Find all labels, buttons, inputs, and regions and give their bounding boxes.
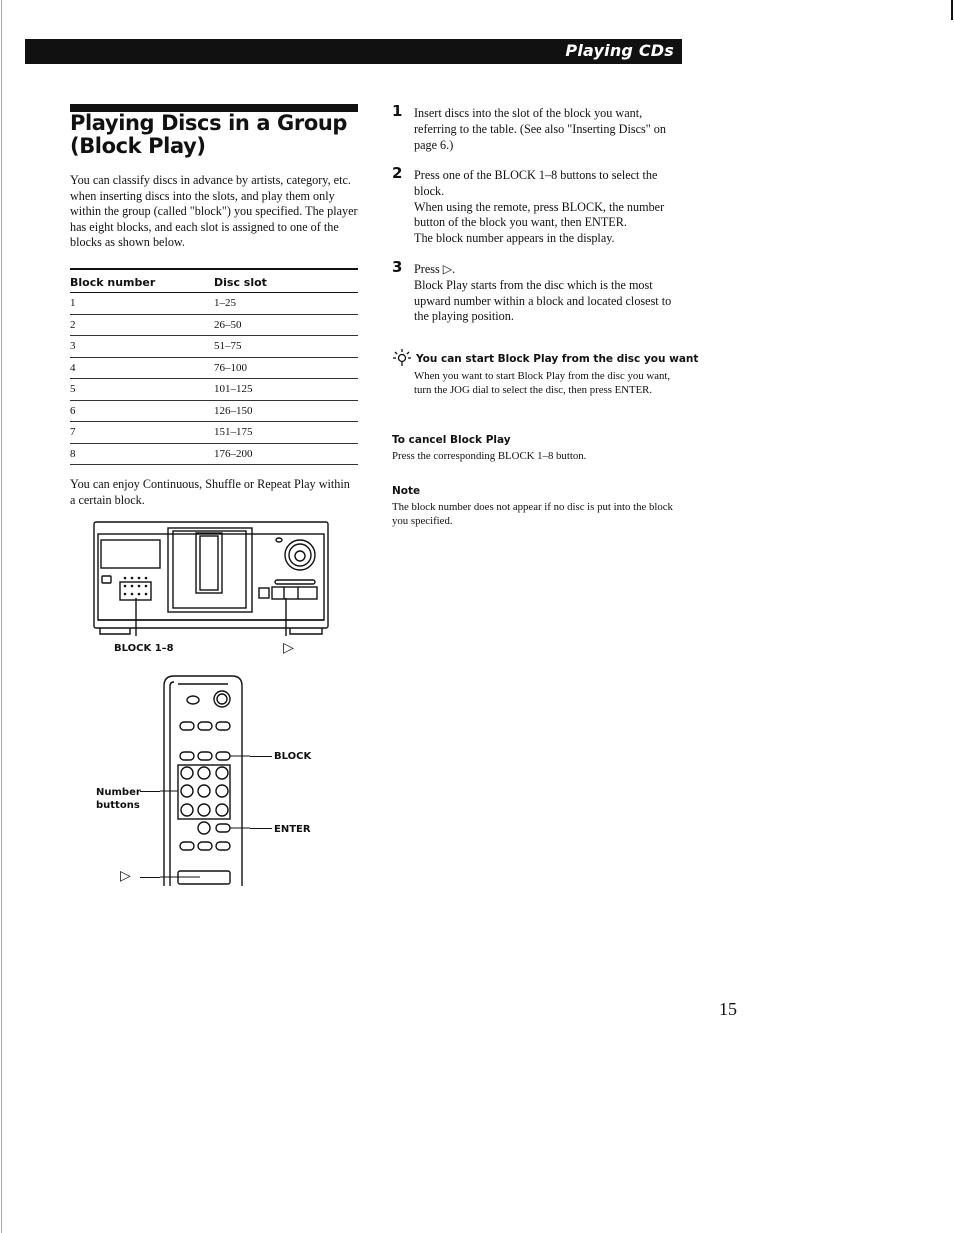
tip-heading: You can start Block Play from the disc you want (416, 353, 699, 365)
remote-play-symbol: ▷ (120, 869, 131, 884)
number-buttons-line1: Number (96, 787, 141, 798)
column-header-block-number: Block number (70, 269, 214, 293)
step-3-line2: Block Play starts from the disc which is the most upward number within a block and located closest to the playing position. (414, 277, 672, 324)
block-number-cell: 3 (70, 336, 214, 358)
number-buttons-line2: buttons (96, 800, 140, 811)
remote-control-illustration (160, 672, 250, 888)
step-2-text (414, 168, 684, 247)
block-1-8-label: BLOCK 1–8 (114, 643, 174, 654)
block-number-cell: 2 (70, 314, 214, 336)
note-heading: Note (392, 485, 421, 497)
step-2-line1: Press one of the BLOCK 1–8 buttons to select the block. (414, 168, 658, 198)
table-row (70, 400, 358, 422)
step-2-number: 2 (392, 164, 403, 182)
disc-slot-cell: 151–175 (214, 422, 358, 444)
table-row (70, 422, 358, 444)
page-number: 15 (719, 999, 737, 1019)
step-2-line2: When using the remote, press BLOCK, the number button of the block you want, then ENTER. (414, 199, 665, 230)
number-buttons-label (96, 786, 141, 812)
page-title-line2: (Block Play) (70, 134, 206, 158)
disc-slot-cell: 51–75 (214, 336, 358, 358)
remote-leader-line-block (250, 756, 272, 757)
block-number-cell: 1 (70, 293, 214, 315)
section-header-bar (25, 39, 682, 64)
section-title: Playing CDs (565, 41, 674, 60)
disc-slot-cell: 101–125 (214, 379, 358, 401)
block-number-cell: 7 (70, 422, 214, 444)
page-edge-mark (951, 0, 953, 20)
disc-slot-cell: 126–150 (214, 400, 358, 422)
remote-leader-line-play (140, 877, 160, 878)
intro-paragraph: You can classify discs in advance by artists, category, etc. when inserting discs into the slots, and play them only within the group (called "block") you specified. The player has eight blocks, and each slot is assigned to one of the blocks as shown below. (70, 173, 358, 249)
step-3-line1: Press ▷. (414, 262, 456, 276)
step-3-text (414, 262, 684, 325)
table-row (70, 314, 358, 336)
table-header-row (70, 269, 358, 293)
block-table (70, 268, 358, 465)
step-1-number: 1 (392, 102, 403, 120)
step-1-text: Insert discs into the slot of the block you want, referring to the table. (See also "Inserting Discs" on page 6.) (414, 106, 666, 152)
table-row (70, 293, 358, 315)
cancel-body: Press the corresponding BLOCK 1–8 button. (392, 450, 587, 462)
block-number-cell: 8 (70, 443, 214, 465)
block-number-cell: 6 (70, 400, 214, 422)
disc-slot-cell: 1–25 (214, 293, 358, 315)
block-number-cell: 4 (70, 357, 214, 379)
lightbulb-icon (393, 348, 411, 368)
column-header-disc-slot: Disc slot (214, 269, 358, 293)
enter-label: ENTER (274, 824, 311, 835)
cd-player-illustration (90, 518, 335, 646)
table-row (70, 336, 358, 358)
remote-leader-line-number (140, 791, 160, 792)
page-title (70, 112, 370, 158)
play-symbol-label: ▷ (283, 641, 294, 656)
remote-block-label: BLOCK (274, 751, 312, 762)
cancel-heading: To cancel Block Play (392, 434, 511, 446)
table-row (70, 443, 358, 465)
note-body: The block number does not appear if no disc is put into the block you specified. (392, 501, 673, 528)
step-2-line3: The block number appears in the display. (414, 231, 615, 246)
disc-slot-cell: 76–100 (214, 357, 358, 379)
table-row (70, 357, 358, 379)
page-title-line1: Playing Discs in a Group (70, 111, 348, 135)
block-number-cell: 5 (70, 379, 214, 401)
disc-slot-cell: 176–200 (214, 443, 358, 465)
page-edge-line (1, 0, 2, 1233)
tip-body: When you want to start Block Play from the disc you want, turn the JOG dial to select the disc, then press ENTER. (414, 370, 671, 397)
table-row (70, 379, 358, 401)
remote-leader-line-enter (250, 828, 272, 829)
enjoy-paragraph: You can enjoy Continuous, Shuffle or Repeat Play within a certain block. (70, 477, 350, 507)
disc-slot-cell: 26–50 (214, 314, 358, 336)
step-3-number: 3 (392, 258, 403, 276)
